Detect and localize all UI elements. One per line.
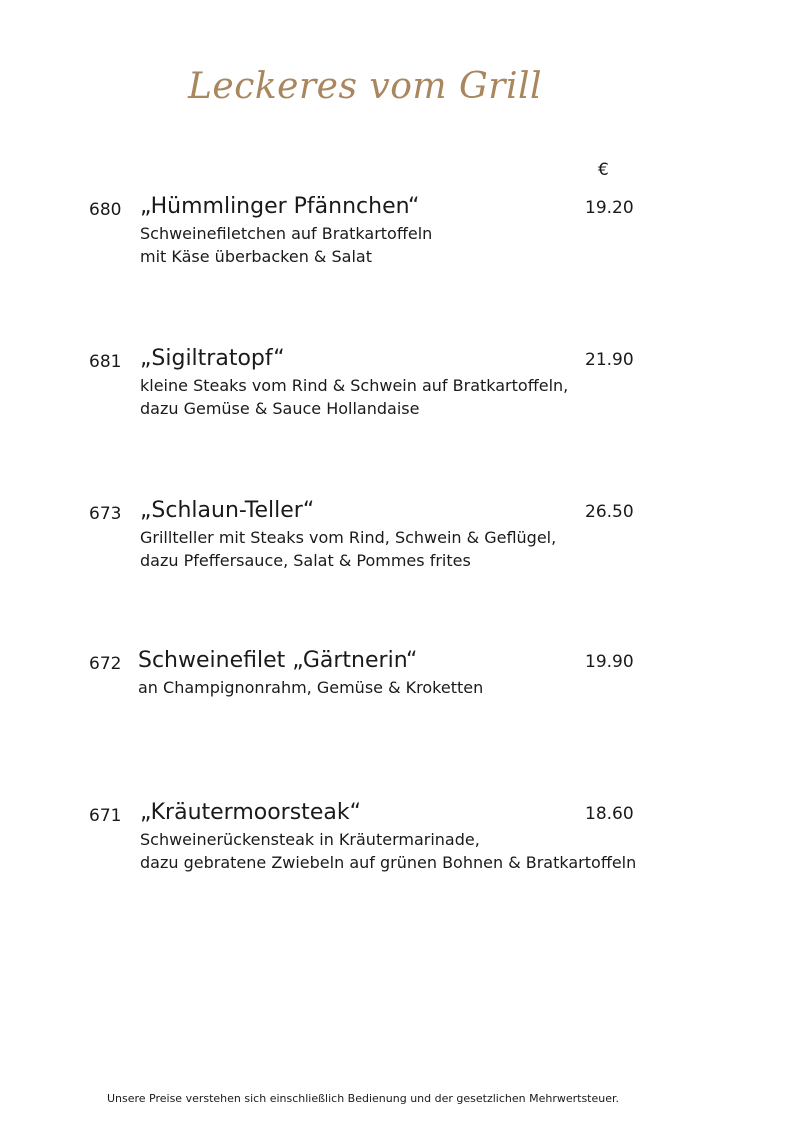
item-price: 21.90 bbox=[585, 350, 634, 370]
item-description bbox=[140, 526, 556, 572]
item-description bbox=[140, 828, 636, 874]
item-name: „Schlaun-Teller“ bbox=[140, 498, 315, 523]
item-number: 672 bbox=[89, 654, 122, 674]
item-number: 671 bbox=[89, 806, 122, 826]
item-description-line: Grillteller mit Steaks vom Rind, Schwein & Geflügel, bbox=[140, 528, 557, 547]
item-number: 680 bbox=[89, 200, 122, 220]
item-name: „Kräutermoorsteak“ bbox=[140, 800, 361, 825]
footer-note: Unsere Preise verstehen sich einschließlich Bedienung und der gesetzlichen Mehrwertsteuer. bbox=[106, 1092, 620, 1105]
page-title: Leckeres vom Grill bbox=[187, 66, 543, 107]
item-name: „Sigiltratopf“ bbox=[140, 346, 285, 371]
item-price: 26.50 bbox=[585, 502, 634, 522]
item-description-line: dazu gebratene Zwiebeln auf grünen Bohnen & Bratkartoffeln bbox=[140, 853, 637, 872]
item-description bbox=[140, 222, 432, 268]
item-price: 19.90 bbox=[585, 652, 634, 672]
currency-header: € bbox=[598, 160, 609, 180]
item-number: 673 bbox=[89, 504, 122, 524]
item-description-line: kleine Steaks vom Rind & Schwein auf Bratkartoffeln, bbox=[140, 376, 569, 395]
item-description-line: dazu Pfeffersauce, Salat & Pommes frites bbox=[140, 551, 471, 570]
item-description bbox=[140, 374, 568, 420]
item-name: „Hümmlinger Pfännchen“ bbox=[140, 194, 420, 219]
item-number: 681 bbox=[89, 352, 122, 372]
item-description bbox=[138, 676, 483, 699]
item-description-line: mit Käse überbacken & Salat bbox=[140, 247, 372, 266]
item-description-line: Schweinefiletchen auf Bratkartoffeln bbox=[140, 224, 433, 243]
item-name: Schweinefilet „Gärtnerin“ bbox=[138, 648, 418, 673]
item-price: 19.20 bbox=[585, 198, 634, 218]
item-description-line: an Champignonrahm, Gemüse & Kroketten bbox=[138, 678, 484, 697]
item-description-line: dazu Gemüse & Sauce Hollandaise bbox=[140, 399, 420, 418]
item-description-line: Schweinerückensteak in Kräutermarinade, bbox=[140, 830, 480, 849]
item-price: 18.60 bbox=[585, 804, 634, 824]
